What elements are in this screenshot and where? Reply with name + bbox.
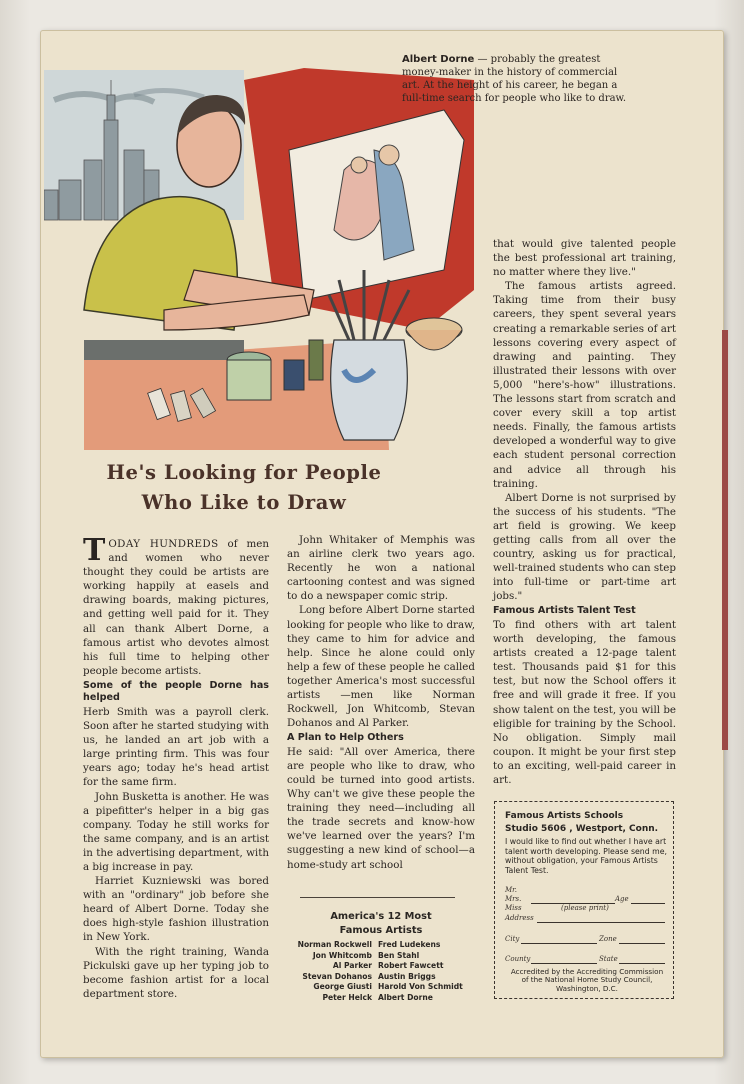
subhead-plan: A Plan to Help Others xyxy=(287,732,404,744)
field-label-state: State xyxy=(599,955,618,963)
intro-paragraph xyxy=(83,533,269,678)
artists-row xyxy=(282,951,482,962)
subhead-talent-test: Famous Artists Talent Test xyxy=(493,605,636,617)
paragraph-john-busketta: John Busketta is another. He was a pipefitter's helper in a big gas company. Today he still works for the same company, and is an artist in the advertising department, with a big increase in pay. xyxy=(83,790,269,873)
field-label-please-print: (please print) xyxy=(561,904,609,912)
article-column-1 xyxy=(83,533,269,1001)
field-label-mrs: Mrs. xyxy=(505,895,522,903)
artist-name: Al Parker xyxy=(332,961,372,971)
subhead-people-helped: Some of the people Dorne has helped xyxy=(83,679,269,704)
paragraph-herb-smith: Herb Smith was a payroll clerk. Soon after he started studying with us, he landed an art job with a large printing firm. This was four years ago; today he's head artist for the same firm. xyxy=(83,705,269,789)
paragraph-wanda-pickulski: With the right training, Wanda Pickulski gave up her typing job to become fashion artist for a local department store. xyxy=(83,945,269,1000)
coupon-title-line-2: Studio 5606 , Westport, Conn. xyxy=(505,823,659,834)
coupon-title xyxy=(505,810,658,835)
field-label-age: Age xyxy=(615,895,629,903)
artists-title-line-2: Famous Artists xyxy=(339,925,423,936)
state-field[interactable] xyxy=(619,963,665,964)
artists-row xyxy=(282,972,482,983)
coupon-title-line-1: Famous Artists Schools xyxy=(505,811,624,821)
field-label-zone: Zone xyxy=(599,935,617,943)
zone-field[interactable] xyxy=(619,943,665,944)
artist-name: Ben Stahl xyxy=(378,950,420,960)
article-column-2 xyxy=(287,533,475,872)
artist-name: Robert Fawcett xyxy=(378,961,444,971)
artists-row xyxy=(282,993,482,1004)
artists-title-line-1: America's 12 Most xyxy=(330,911,432,922)
artist-name: Albert Dorne xyxy=(378,992,433,1002)
age-field[interactable] xyxy=(631,903,665,904)
artists-title xyxy=(287,910,475,938)
paragraph-harriet-kuzniewski: Harriet Kuzniewski was bored with an "ordinary" job before she heard of Albert Dorne. Today she does high-style fashion illustration in New York. xyxy=(83,875,269,944)
headline-line-2: Who Like to Draw xyxy=(141,491,347,514)
mail-coupon[interactable] xyxy=(494,801,674,999)
artist-name: Norman Rockwell xyxy=(297,940,372,949)
paragraph-john-whitaker: John Whitaker of Memphis was an airline clerk two years ago. Recently he won a national cartooning contest and was signed to do a newspaper comic strip. xyxy=(287,534,475,603)
artists-row xyxy=(282,961,482,972)
paragraph-not-surprised: Albert Dorne is not surprised by the success of his students. "The art field is growing. We keep getting calls from all over the country, asking us for practical, well-trained students who can step into full-time or part-time art jobs." xyxy=(493,491,676,603)
paragraph-he-said: He said: "All over America, there are people who like to draw, who could be turned into good artists. Why can't we give these people the training they need—including all the trade secrets and know-how we've learned over the years? I'm suggesting a new kind of school—a home-study art school xyxy=(287,745,475,871)
illustration-caption xyxy=(402,53,634,105)
artist-name: Harold Von Schmidt xyxy=(378,982,463,992)
field-label-mr: Mr. xyxy=(505,886,517,894)
address-field[interactable] xyxy=(537,922,665,923)
artist-name: Stevan Dohanos xyxy=(302,971,372,981)
paragraph-continued: that would give talented people the best professional art training, no matter where they live." xyxy=(493,238,676,279)
field-label-county: County xyxy=(505,955,531,963)
paragraph-long-before: Long before Albert Dorne started looking for people who like to draw, they came to him for advice and help. Since he alone could only help a few of these people he called together America's most successful artists —men like Norman Rockwell, Jon Whitcomb, Stevan Dohanos and Al Parker. xyxy=(287,604,475,730)
artists-list xyxy=(282,940,482,1004)
accreditation-note: Accredited by the Accrediting Commission of the National Home Study Council, Washington, D.C. xyxy=(510,967,664,993)
caption-name: Albert Dorne xyxy=(402,54,475,65)
intro-text: of men and women who never thought they could be artists are working happily at easels and drawing boards, making pictures, and getting well paid for it. They all can thank Albert Dorne, a famous artist who devotes almost his full time to helping other people become artists. xyxy=(83,538,269,677)
artist-name: Fred Ludekens xyxy=(378,940,441,949)
city-field[interactable] xyxy=(521,943,597,944)
artists-divider xyxy=(300,897,455,898)
county-field[interactable] xyxy=(531,963,597,964)
artists-row xyxy=(282,982,482,993)
page-edge-strip xyxy=(722,330,728,750)
drop-cap: T xyxy=(83,533,106,568)
paragraph-talent-test: To find others with art talent worth developing, the famous artists created a 12-page talent test. Thousands paid $1 for this test, but now the School offers it free and will grade it free. If you show talent on the test, you will be eligible for training by the School. No obligation. Simply mail coupon. It might be your first step to an exciting, well-paid career in art. xyxy=(493,618,676,786)
article-column-3 xyxy=(493,237,676,787)
paragraph-artists-agreed: The famous artists agreed. Taking time from their busy careers, they spent several years creating a remarkable series of art lessons covering every aspect of drawing and painting. They illustrated their lessons with over 5,000 "here's-how" illustrations. The lessons start from scratch and cover every skill a top artist needs. Finally, the famous artists developed a wonderful way to give each student personal correction and advice all through his training. xyxy=(493,280,676,490)
headline-line-1: He's Looking for People xyxy=(106,461,382,484)
field-label-city: City xyxy=(505,935,520,943)
artist-name: Peter Helck xyxy=(322,992,372,1002)
artist-name: Austin Briggs xyxy=(378,971,436,981)
headline xyxy=(44,458,444,518)
artist-name: Jon Whitcomb xyxy=(312,950,372,960)
intro-lead-caps: ODAY HUNDREDS xyxy=(108,538,219,550)
field-label-miss: Miss xyxy=(505,904,522,912)
caption-text: — probably the greatest money-maker in the history of commercial art. At the height of his career, he began a full-time search for people who like to draw. xyxy=(402,54,627,104)
field-label-address: Address xyxy=(505,914,534,922)
coupon-body: I would like to find out whether I have art talent worth developing. Please send me, without obligation, your Famous Artists Talent Test. xyxy=(505,837,668,875)
artists-row xyxy=(282,940,482,951)
artist-name: George Giusti xyxy=(313,982,372,992)
